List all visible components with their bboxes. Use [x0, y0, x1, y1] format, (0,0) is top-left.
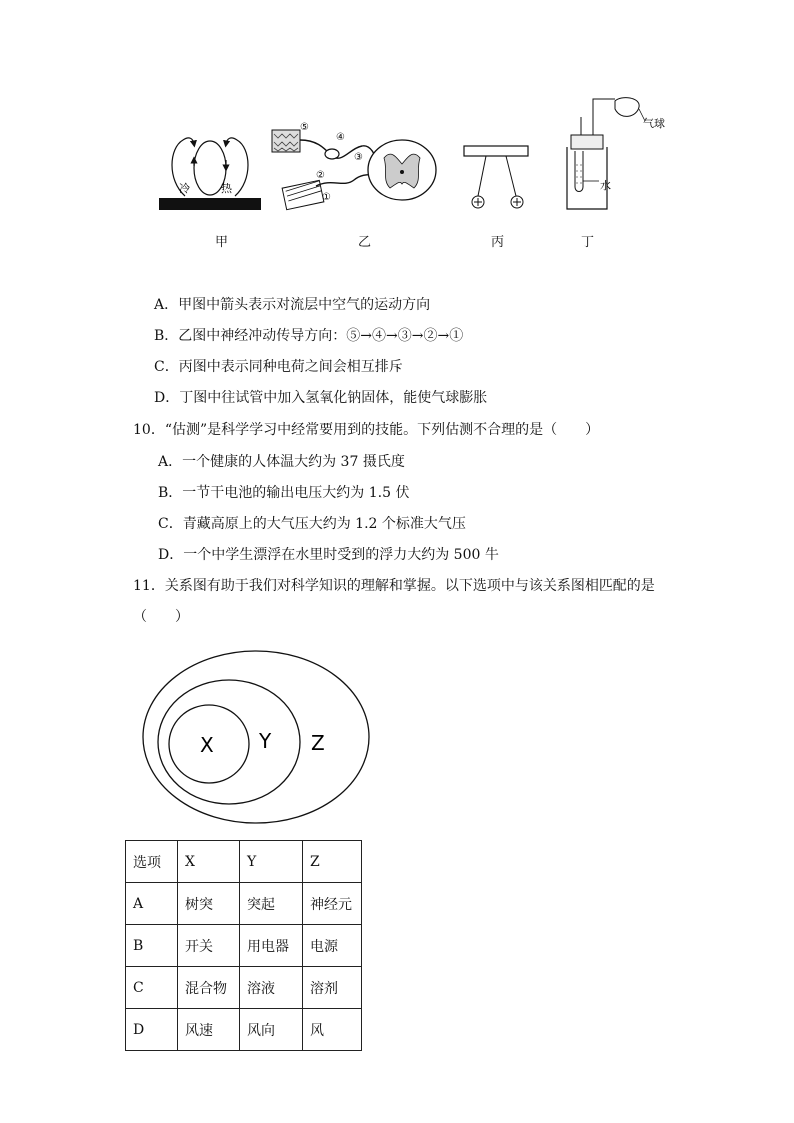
table-cell: A — [126, 883, 178, 925]
table-cell: 树突 — [178, 883, 240, 925]
figure-bing-label: 丙 — [491, 235, 505, 250]
q9-option-d: D．丁图中往试管中加入氢氧化钠固体，能使气球膨胀 — [154, 390, 488, 406]
table-cell: 溶液 — [240, 967, 303, 1009]
q9-option-b: B．乙图中神经冲动传导方向：⑤→④→③→②→① — [154, 328, 464, 344]
mark-5: ⑤ — [300, 122, 309, 133]
q9-option-c: C．丙图中表示同种电荷之间会相互排斥 — [154, 359, 403, 375]
q11-answer-paren: （ ） — [133, 609, 189, 625]
table-cell: 电源 — [303, 925, 362, 967]
figure-bing-charges — [460, 140, 535, 215]
table-cell: 开关 — [178, 925, 240, 967]
figure-ding-label: 丁 — [581, 235, 595, 250]
figure-yi-reflex-arc — [262, 118, 442, 218]
q10-option-d: D．一个中学生漂浮在水里时受到的浮力大约为 500 牛 — [158, 547, 499, 563]
q10-stem: 10．“估测”是科学学习中经常要用到的技能。下列估测不合理的是（ ） — [133, 422, 600, 438]
positive-charge-icon — [472, 196, 484, 208]
q11-relationship-diagram — [140, 648, 372, 826]
q11-stem: 11．关系图有助于我们对科学知识的理解和掌握。以下选项中与该关系图相匹配的是 — [133, 578, 655, 594]
table-cell: 突起 — [240, 883, 303, 925]
mark-2: ② — [316, 170, 325, 181]
table-row — [126, 1009, 362, 1051]
table-row — [126, 967, 362, 1009]
mark-3: ③ — [354, 152, 363, 163]
figure-yi-label: 乙 — [358, 235, 372, 250]
figure-jia-convection — [155, 130, 265, 215]
table-header-cell: 选项 — [126, 841, 178, 883]
table-header-cell: X — [178, 841, 240, 883]
balloon-icon — [615, 98, 639, 117]
table-header-row — [126, 841, 362, 883]
q10-option-c: C．青藏高原上的大气压大约为 1.2 个标准大气压 — [158, 516, 466, 532]
table-row — [126, 925, 362, 967]
mark-4: ④ — [336, 132, 345, 143]
figure-jia-label: 甲 — [215, 235, 229, 250]
set-y-label: Y — [259, 729, 272, 753]
water-label: 水 — [600, 179, 611, 192]
q10-option-b: B．一节干电池的输出电压大约为 1.5 伏 — [158, 485, 410, 501]
spinal-cord-icon — [368, 140, 436, 200]
q10-option-a: A．一个健康的人体温大约为 37 摄氏度 — [158, 454, 405, 470]
set-z-label: Z — [311, 731, 325, 755]
table-cell: D — [126, 1009, 178, 1051]
table-cell: 混合物 — [178, 967, 240, 1009]
figure-ding-apparatus — [555, 95, 675, 220]
table-header-cell: Y — [240, 841, 303, 883]
set-x-label: X — [200, 733, 214, 757]
mark-1: ① — [322, 192, 331, 203]
table-row — [126, 883, 362, 925]
hot-label: 热 — [221, 182, 232, 195]
table-cell: B — [126, 925, 178, 967]
table-cell: 神经元 — [303, 883, 362, 925]
table-cell: 溶剂 — [303, 967, 362, 1009]
positive-charge-icon — [511, 196, 523, 208]
table-cell: 用电器 — [240, 925, 303, 967]
receptor-icon — [272, 130, 300, 152]
table-header-cell: Z — [303, 841, 362, 883]
table-cell: 风向 — [240, 1009, 303, 1051]
q9-option-a: A．甲图中箭头表示对流层中空气的运动方向 — [154, 297, 431, 313]
table-cell: C — [126, 967, 178, 1009]
cold-label: 冷 — [179, 182, 190, 195]
table-cell: 风 — [303, 1009, 362, 1051]
q11-options-table — [125, 840, 362, 1051]
balloon-label: 气球 — [643, 117, 665, 130]
table-cell: 风速 — [178, 1009, 240, 1051]
